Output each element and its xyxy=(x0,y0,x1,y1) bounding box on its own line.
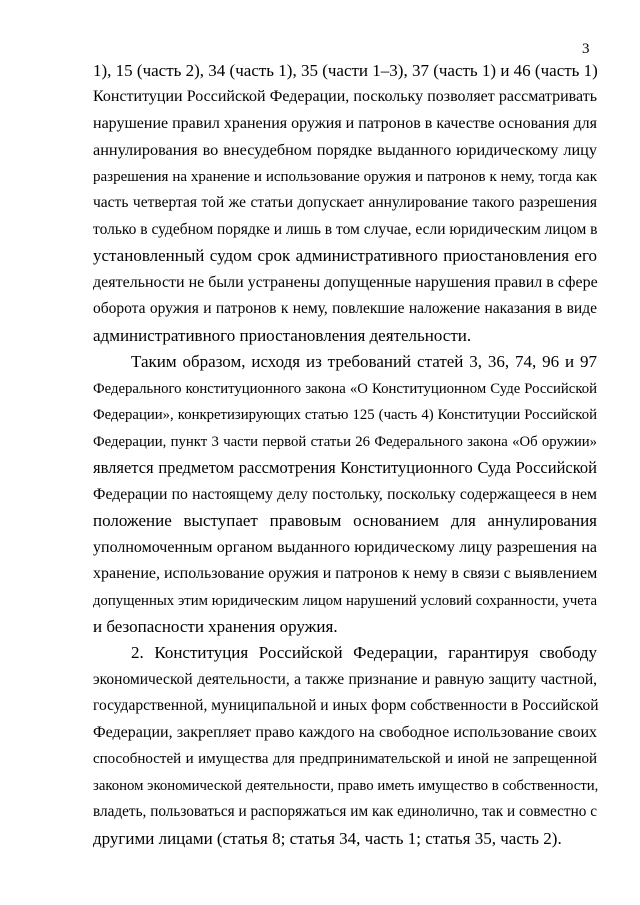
paragraph-line: хранение, использование оружия и патронов к нему в связи с выявлением xyxy=(93,565,598,582)
paragraph-line: владеть, пользоваться и распоряжаться им как единолично, так и совместно с xyxy=(93,803,597,820)
paragraph-line: деятельности не были устранены допущенные нарушения правил в сфере xyxy=(93,274,598,291)
paragraph-line: часть четвертая той же статьи допускает аннулирование такого разрешения xyxy=(93,194,597,211)
paragraph-line: Федерации», конкретизирующих статью 125 (часть 4) Конституции Российской xyxy=(93,407,597,423)
paragraph-line: только в судебном порядке и лишь в том случае, если юридическим лицом в xyxy=(93,221,598,238)
paragraph-line: Федерации по настоящему делу постольку, поскольку содержащееся в нем xyxy=(93,486,597,503)
paragraph-line: способностей и имущества для предпринимательской и иной не запрещенной xyxy=(93,751,597,767)
paragraph-line: Таким образом, исходя из требований статей 3, 36, 74, 96 и 97 xyxy=(131,352,597,371)
paragraph-line: Федерального конституционного закона «О Конституционном Суде Российской xyxy=(93,381,597,397)
paragraph-line: разрешения на хранение и использование оружия и патронов к нему, тогда как xyxy=(93,169,597,185)
paragraph-line: другими лицами (статья 8; статья 34, часть 1; статья 35, часть 2). xyxy=(93,829,562,848)
paragraph-line: установленный судом срок административного приостановления его xyxy=(93,246,597,265)
paragraph-line: государственной, муниципальной и иных форм собственности в Российской xyxy=(93,697,599,714)
paragraph-line: допущенных этим юридическим лицом нарушений условий сохранности, учета xyxy=(93,593,597,609)
paragraph-line: нарушение правил хранения оружия и патронов в качестве основания для xyxy=(93,115,598,132)
paragraph-line: аннулирования во внесудебном порядке выданного юридическому лицу xyxy=(93,141,597,159)
paragraph-line: административного приостановления деятельности. xyxy=(93,326,472,345)
paragraph-line: 2. Конституция Российской Федерации, гарантируя свободу xyxy=(131,643,597,662)
paragraph-line: Конституции Российской Федерации, поскольку позволяет рассматривать xyxy=(93,88,597,105)
paragraph-line: Федерации, пункт 3 части первой статьи 26 Федерального закона «Об оружии» xyxy=(93,434,597,450)
paragraph-line: оборота оружия и патронов к нему, повлекшие наложение наказания в виде xyxy=(93,300,597,317)
paragraph-line: законом экономической деятельности, право иметь имущество в собственности, xyxy=(93,778,599,794)
page-number: 3 xyxy=(582,41,590,57)
paragraph-line: и безопасности хранения оружия. xyxy=(93,617,338,636)
paragraph-line: является предметом рассмотрения Конституционного Суда Российской xyxy=(93,458,597,477)
paragraph-line: Федерации, закрепляет право каждого на свободное использование своих xyxy=(93,724,597,741)
paragraph-line: 1), 15 (часть 2), 34 (часть 1), 35 (части 1–3), 37 (часть 1) и 46 (часть 1) xyxy=(93,61,598,80)
paragraph-line: уполномоченным органом выданного юридическому лицу разрешения на xyxy=(93,539,597,556)
paragraph-line: экономической деятельности, а также признание и равную защиту частной, xyxy=(93,671,597,688)
paragraph-line: положение выступает правовым основанием для аннулирования xyxy=(93,511,597,530)
